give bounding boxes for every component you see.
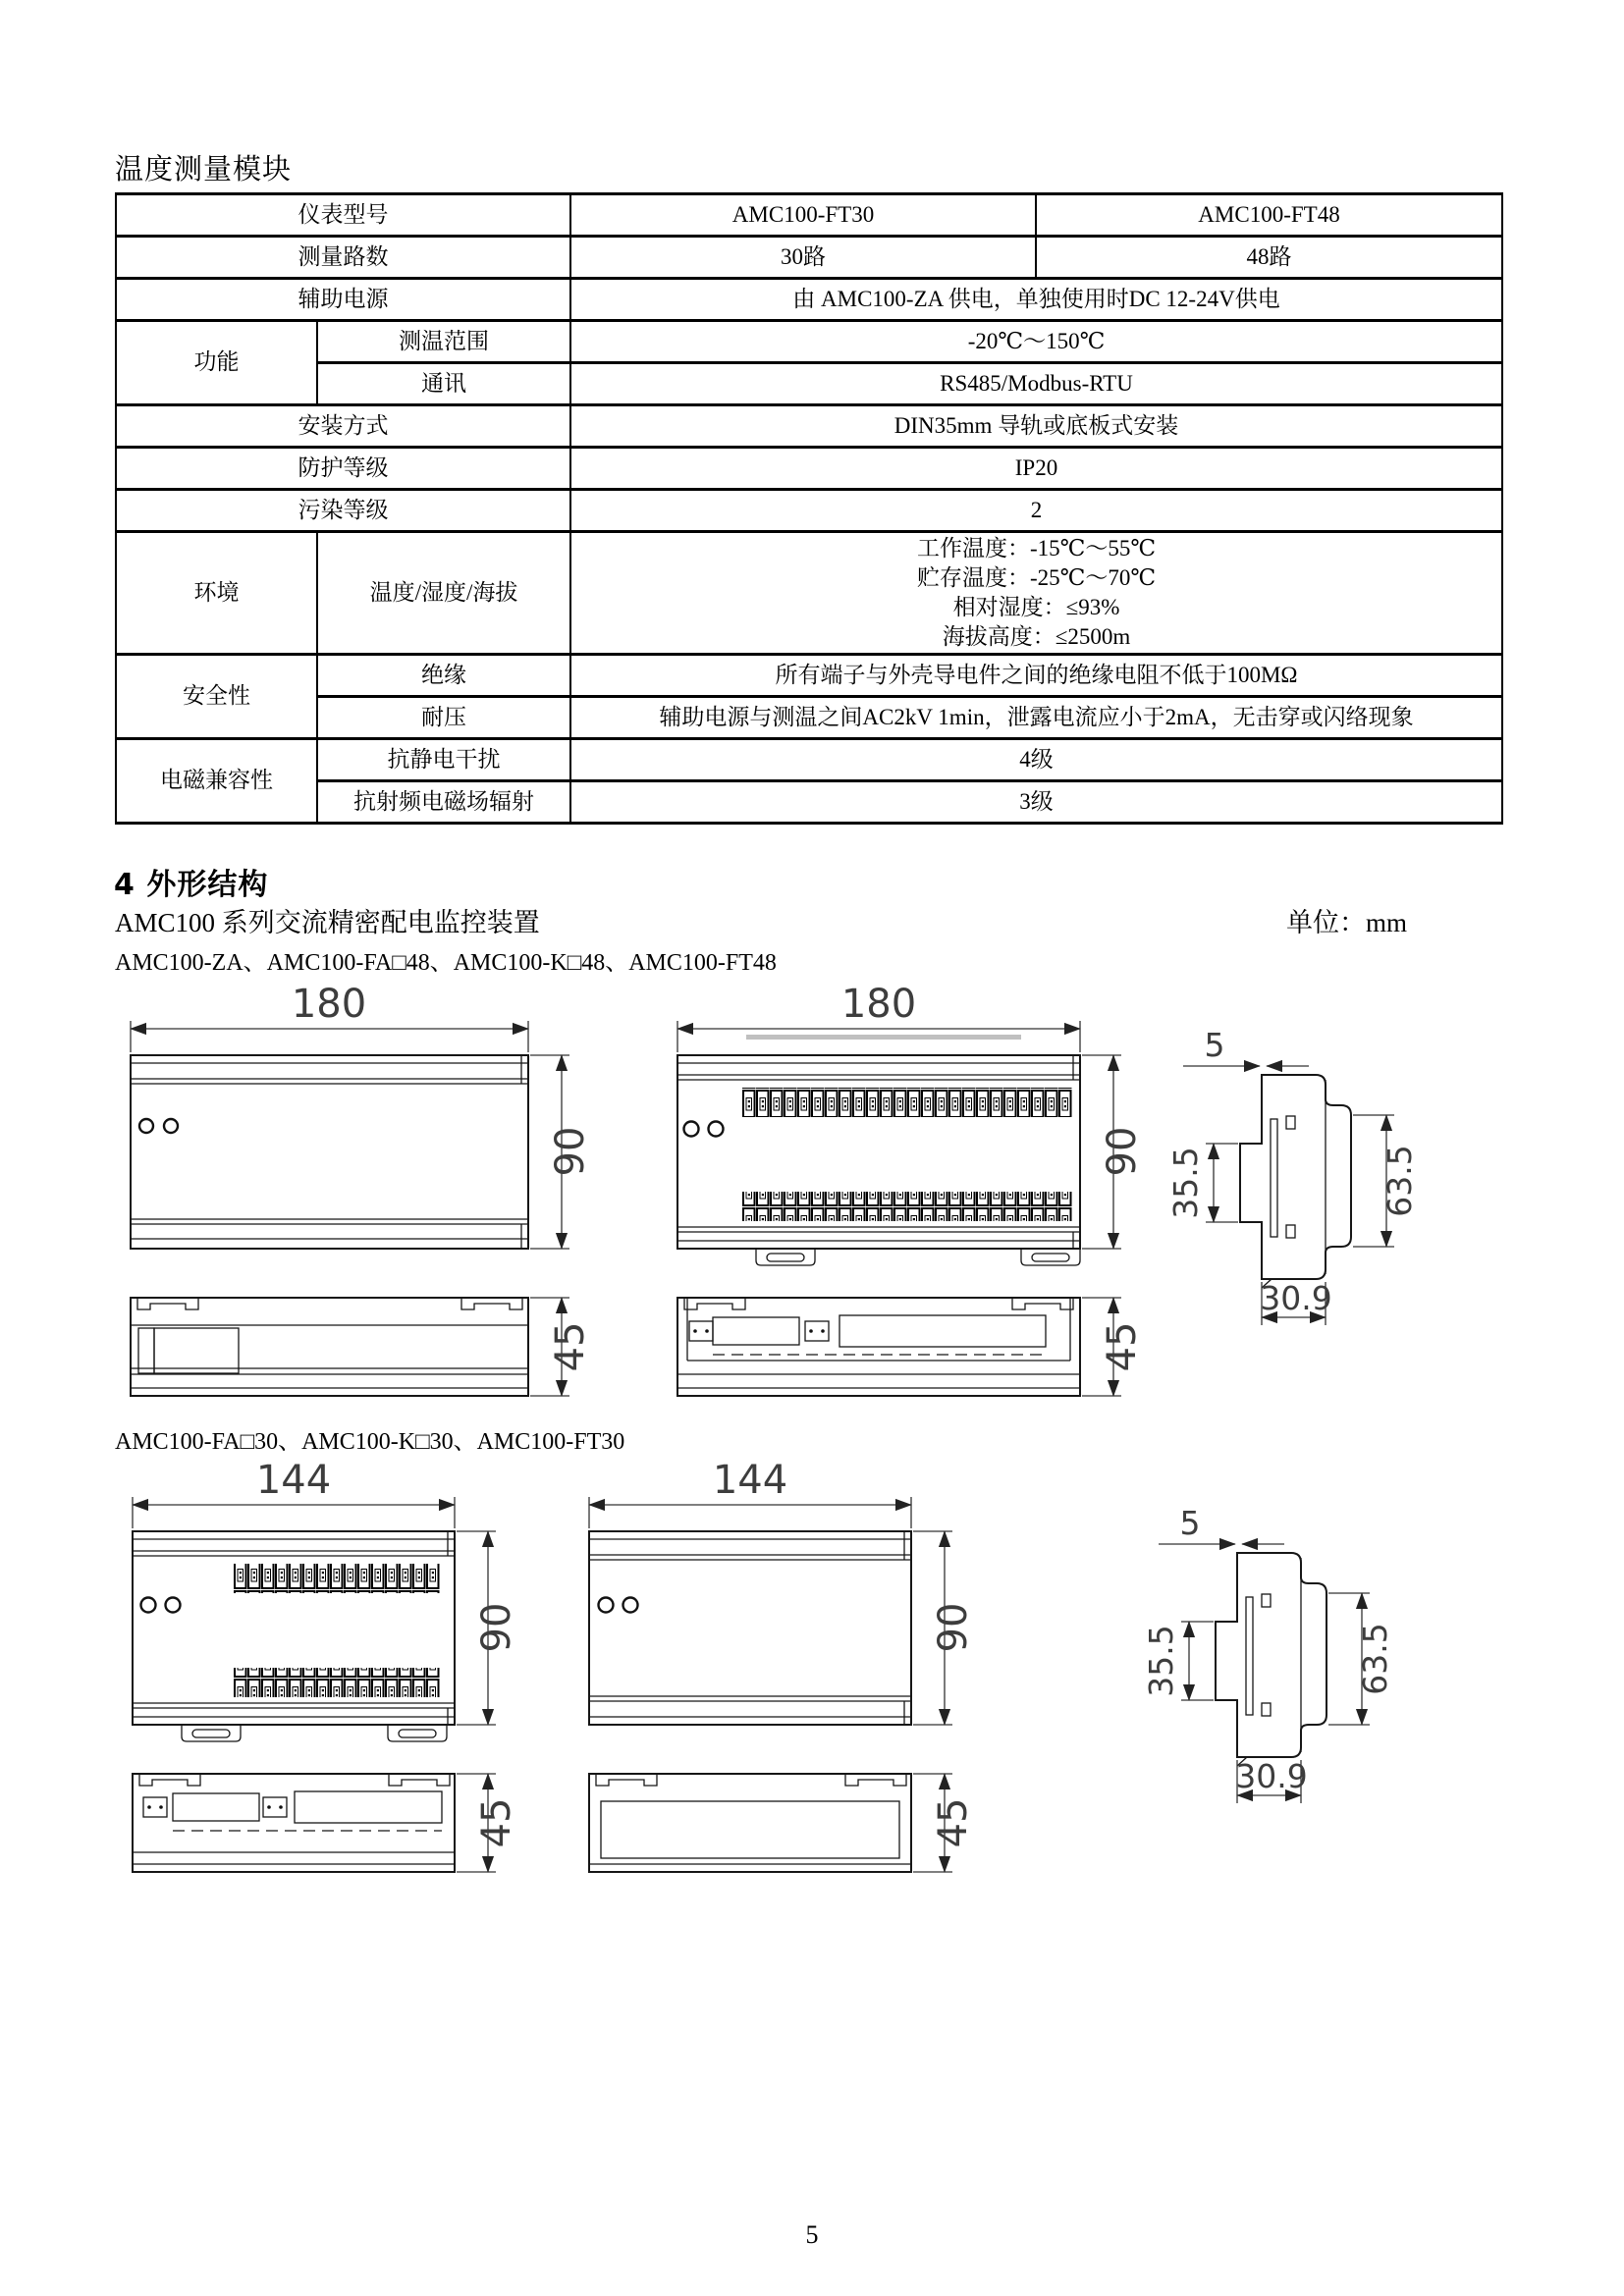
- dimension-drawings: [0, 972, 1624, 1914]
- group1-models: AMC100-ZA、AMC100-FA□48、AMC100-K□48、AMC100-FT48: [115, 950, 777, 976]
- spec-value: 48路: [1036, 237, 1502, 279]
- drawing-g1-bottom-terminals: [677, 1298, 1145, 1396]
- terminal-row: [234, 1564, 440, 1593]
- table-row: [116, 448, 1502, 490]
- spec-value: 3级: [570, 781, 1502, 824]
- env-line: 海拔高度：≤2500m: [942, 624, 1131, 649]
- dim-depth-label: 45: [931, 1797, 976, 1848]
- table-row: [116, 321, 1502, 363]
- dim-depth-label: 45: [1100, 1321, 1145, 1372]
- mounting-tab: [756, 1249, 815, 1265]
- spec-value: 4级: [570, 739, 1502, 781]
- mounting-tab: [182, 1725, 241, 1741]
- group2-models: AMC100-FA□30、AMC100-K□30、AMC100-FT30: [115, 1429, 625, 1455]
- spec-label: 测量路数: [116, 237, 570, 279]
- drawing-g2-front-plain: [589, 1458, 976, 1725]
- spec-value: 由 AMC100-ZA 供电，单独使用时DC 12-24V供电: [570, 279, 1502, 321]
- spec-value: 辅助电源与测温之间AC2kV 1min，泄露电流应小于2mA，无击穿或闪络现象: [570, 697, 1502, 739]
- spec-value: 2: [570, 490, 1502, 532]
- spec-label: 抗静电干扰: [317, 739, 570, 781]
- drawing-g2-bottom-plain: [589, 1774, 976, 1872]
- spec-group-label: 功能: [116, 321, 317, 405]
- dim-depth-label: 45: [474, 1797, 519, 1848]
- dim-depth-label: 45: [548, 1321, 593, 1372]
- connector-2pin: [263, 1797, 287, 1817]
- table-row: [116, 739, 1502, 781]
- spec-value: IP20: [570, 448, 1502, 490]
- dim-height-label: 90: [1100, 1126, 1145, 1177]
- spec-table-title: 温度测量模块: [115, 154, 293, 186]
- connector-2pin: [689, 1321, 713, 1341]
- spec-table: [115, 192, 1503, 825]
- led-indicator: [623, 1598, 638, 1613]
- drawing-g1-front-plain: [131, 982, 593, 1249]
- spec-label: 污染等级: [116, 490, 570, 532]
- terminal-strip: [295, 1791, 442, 1823]
- spec-value: 30路: [570, 237, 1036, 279]
- dim-width-label: 144: [712, 1458, 788, 1503]
- spec-value: DIN35mm 导轨或底板式安装: [570, 405, 1502, 448]
- led-indicator: [166, 1598, 181, 1613]
- table-row: [116, 532, 1502, 655]
- spec-label: 绝缘: [317, 655, 570, 697]
- spec-group-label: 安全性: [116, 655, 317, 739]
- env-line: 工作温度：-15℃～55℃: [916, 536, 1157, 561]
- table-row: [116, 697, 1502, 739]
- spec-value: [570, 532, 1502, 655]
- led-indicator: [164, 1119, 178, 1133]
- drawing-g2-bottom-terminals: [133, 1774, 519, 1872]
- spec-label: 耐压: [317, 697, 570, 739]
- unit-label: 单位：mm: [1286, 908, 1408, 937]
- spec-label: 安装方式: [116, 405, 570, 448]
- led-indicator: [684, 1122, 699, 1137]
- connector-8pin: [173, 1793, 259, 1821]
- spec-label: 抗射频电磁场辐射: [317, 781, 570, 824]
- terminal-strip: [839, 1315, 1046, 1347]
- terminal-row: [742, 1192, 1072, 1221]
- spec-value: 所有端子与外壳导电件之间的绝缘电阻不低于100MΩ: [570, 655, 1502, 697]
- drawing-g1-front-terminals: [677, 982, 1145, 1265]
- spec-group-label: 环境: [116, 532, 317, 655]
- spec-label: 温度/湿度/海拔: [317, 532, 570, 655]
- drawing-g2-front-terminals: [133, 1458, 519, 1741]
- mounting-tab: [388, 1725, 447, 1741]
- dim-width-label: 180: [840, 982, 917, 1027]
- table-row: [116, 237, 1502, 279]
- spec-label: 测温范围: [317, 321, 570, 363]
- table-row: [116, 655, 1502, 697]
- spec-value: -20℃～150℃: [570, 321, 1502, 363]
- led-indicator: [141, 1598, 156, 1613]
- mounting-tab: [1021, 1249, 1080, 1265]
- table-row: [116, 405, 1502, 448]
- spec-value: AMC100-FT48: [1036, 194, 1502, 237]
- spec-label: 辅助电源: [116, 279, 570, 321]
- led-indicator: [139, 1119, 153, 1133]
- terminal-row: [234, 1668, 440, 1697]
- section-heading: 4 外形结构: [114, 868, 269, 902]
- page-number: 5: [805, 2220, 819, 2249]
- spec-label: 防护等级: [116, 448, 570, 490]
- terminal-row: [742, 1088, 1072, 1117]
- table-row: [116, 279, 1502, 321]
- spec-label: 仪表型号: [116, 194, 570, 237]
- dim-height-label: 90: [931, 1602, 976, 1653]
- led-indicator: [709, 1122, 724, 1137]
- table-row: [116, 781, 1502, 824]
- spec-label: 通讯: [317, 363, 570, 405]
- env-line: 贮存温度：-25℃～70℃: [916, 565, 1157, 590]
- dim-width-label: 144: [255, 1458, 332, 1503]
- section-subtitle: AMC100 系列交流精密配电监控装置: [115, 908, 540, 937]
- drawing-g1-side-profile: [1166, 1026, 1419, 1325]
- drawing-g1-bottom-plain: [131, 1298, 593, 1396]
- env-line: 相对湿度：≤93%: [952, 595, 1120, 619]
- drawing-g2-side-profile: [1142, 1504, 1394, 1803]
- dim-height-label: 90: [548, 1126, 593, 1177]
- connector-2pin: [143, 1797, 167, 1817]
- spec-value: RS485/Modbus-RTU: [570, 363, 1502, 405]
- table-row: [116, 490, 1502, 532]
- connector-8pin: [713, 1317, 799, 1345]
- table-row: [116, 363, 1502, 405]
- dim-height-label: 90: [474, 1602, 519, 1653]
- connector-2pin: [805, 1321, 829, 1341]
- dim-width-label: 180: [291, 982, 367, 1027]
- spec-group-label: 电磁兼容性: [116, 739, 317, 824]
- table-row: [116, 194, 1502, 237]
- led-indicator: [599, 1598, 614, 1613]
- spec-value: AMC100-FT30: [570, 194, 1036, 237]
- label-strip: [746, 1035, 1021, 1040]
